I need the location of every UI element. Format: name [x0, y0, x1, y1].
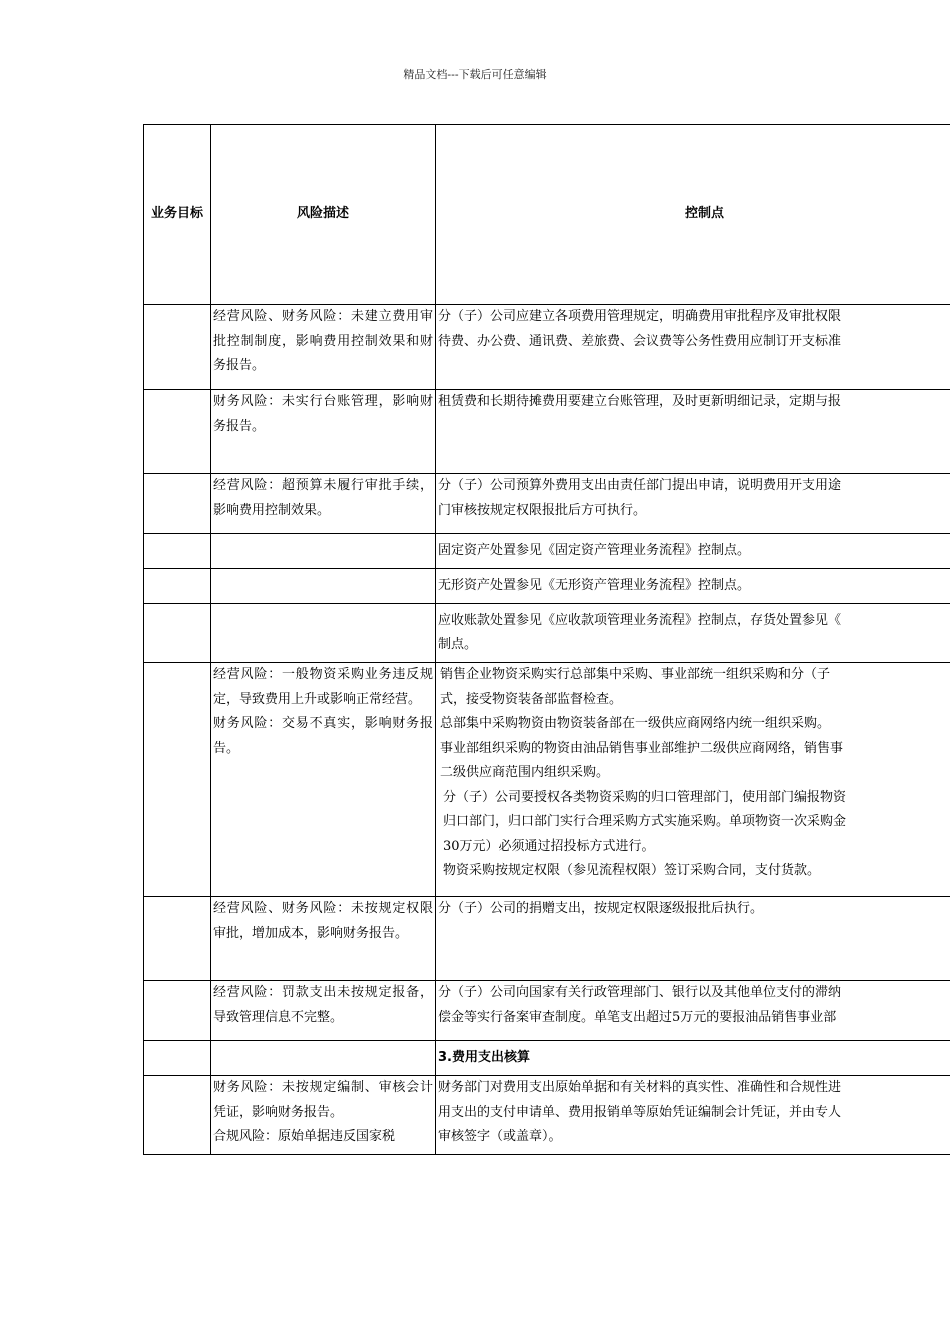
control-cell [436, 305, 950, 390]
risk-line: 经营风险：一般物资采购业务违反规定，导致费用上升或影响正常经营。 [213, 667, 433, 707]
control-line: 分（子）公司要授权各类物资采购的归口管理部门，使用部门编报物资 [443, 789, 847, 805]
control-cell [436, 981, 950, 1041]
risk-cell: 经营风险：罚款支出未按规定报备，导致管理信息不完整。 [211, 981, 436, 1041]
control-line: 二级供应商范围内组织采购。 [440, 765, 610, 780]
control-line: 事业部组织采购的物资由油品销售事业部维护二级供应商网络，销售事 [440, 740, 844, 756]
control-cell [436, 390, 950, 474]
control-line: 制点。 [438, 637, 478, 652]
risk-cell [211, 1076, 436, 1155]
control-line: 租赁费和长期待摊费用要建立台账管理，及时更新明细记录，定期与报 [438, 394, 842, 409]
control-line: 用支出的支付申请单、费用报销单等原始凭证编制会计凭证，并由专人 [438, 1104, 842, 1120]
control-line: 偿金等实行备案审查制度。单笔支出超过5万元的要报油品销售事业部 [438, 1009, 837, 1025]
page-header: 精品文档---下载后可任意编辑 [403, 68, 547, 81]
table-row [144, 534, 950, 569]
risk-cell: 经营风险：超预算未履行审批手续，影响费用控制效果。 [211, 474, 436, 534]
control-line: 审核签字（或盖章）。 [438, 1129, 562, 1144]
control-line: 式，接受物资装备部监督检查。 [440, 691, 623, 707]
table-row [144, 604, 950, 663]
control-line: 销售企业物资采购实行总部集中采购、事业部统一组织采购和分（子 [440, 667, 831, 682]
table-row [144, 1041, 950, 1076]
control-line: 分（子）公司向国家有关行政管理部门、银行以及其他单位支付的滞纳 [438, 985, 842, 1000]
risk-cell [211, 1041, 436, 1076]
goal-cell [144, 897, 211, 981]
header-control: 控制点 [436, 125, 950, 305]
goal-cell [144, 1041, 211, 1076]
control-line: 门审核按规定权限报批后方可执行。 [438, 502, 647, 518]
risk-cell [211, 534, 436, 569]
header-risk: 风险描述 [211, 125, 436, 305]
table-row [144, 474, 950, 534]
goal-cell [144, 474, 211, 534]
control-line: 固定资产处置参见《固定资产管理业务流程》控制点。 [438, 542, 751, 558]
table-header-row [144, 125, 950, 305]
goal-cell [144, 569, 211, 604]
risk-cell: 经营风险、财务风险：未建立费用审批控制制度，影响费用控制效果和财务报告。 [211, 305, 436, 390]
goal-cell [144, 604, 211, 663]
table-row [144, 663, 950, 897]
risk-cell: 经营风险、财务风险：未按规定权限审批，增加成本，影响财务报告。 [211, 897, 436, 981]
control-line: 分（子）公司应建立各项费用管理规定，明确费用审批程序及审批权限 [438, 309, 842, 324]
control-line: 分（子）公司预算外费用支出由责任部门提出申请，说明费用开支用途 [438, 478, 842, 493]
control-cell [436, 604, 950, 663]
control-line: 应收账款处置参见《应收款项管理业务流程》控制点，存货处置参见《 [438, 612, 842, 628]
control-line: 分（子）公司的捐赠支出，按规定权限逐级报批后执行。 [438, 901, 764, 916]
table-row [144, 1076, 950, 1155]
risk-line: 合规风险：原始单据违反国家税 [213, 1129, 396, 1144]
table-row [144, 569, 950, 604]
control-line: 财务部门对费用支出原始单据和有关材料的真实性、准确性和合规性进 [438, 1080, 842, 1095]
goal-cell [144, 390, 211, 474]
table-row [144, 305, 950, 390]
table-row [144, 897, 950, 981]
control-cell [436, 1076, 950, 1155]
control-table [143, 124, 950, 1155]
goal-cell [144, 1076, 211, 1155]
control-line: 归口部门，归口部门实行合理采购方式实施采购。单项物资一次采购金 [443, 814, 847, 829]
section-title: 3.费用支出核算 [436, 1041, 950, 1076]
control-cell [436, 897, 950, 981]
goal-cell [144, 981, 211, 1041]
goal-cell [144, 663, 211, 897]
control-line: 无形资产处置参见《无形资产管理业务流程》控制点。 [438, 577, 751, 593]
risk-line: 财务风险：交易不真实，影响财务报告。 [213, 716, 433, 756]
risk-line: 财务风险：未按规定编制、审核会计凭证，影响财务报告。 [213, 1080, 433, 1120]
control-line: 总部集中采购物资由物资装备部在一级供应商网络内统一组织采购。 [440, 716, 831, 731]
table-row [144, 981, 950, 1041]
goal-cell [144, 534, 211, 569]
control-cell [436, 663, 950, 897]
risk-cell: 财务风险：未实行台账管理，影响财务报告。 [211, 390, 436, 474]
control-line: 物资采购按规定权限（参见流程权限）签订采购合同，支付货款。 [443, 863, 821, 878]
goal-cell [144, 305, 211, 390]
control-cell [436, 569, 950, 604]
risk-cell [211, 569, 436, 604]
control-cell [436, 474, 950, 534]
table-row [144, 390, 950, 474]
risk-cell [211, 604, 436, 663]
control-line: 30万元）必须通过招投标方式进行。 [443, 838, 655, 854]
risk-cell [211, 663, 436, 897]
control-cell [436, 534, 950, 569]
control-line: 待费、办公费、通讯费、差旅费、会议费等公务性费用应制订开支标准 [438, 333, 842, 349]
header-goal: 业务目标 [144, 125, 211, 305]
